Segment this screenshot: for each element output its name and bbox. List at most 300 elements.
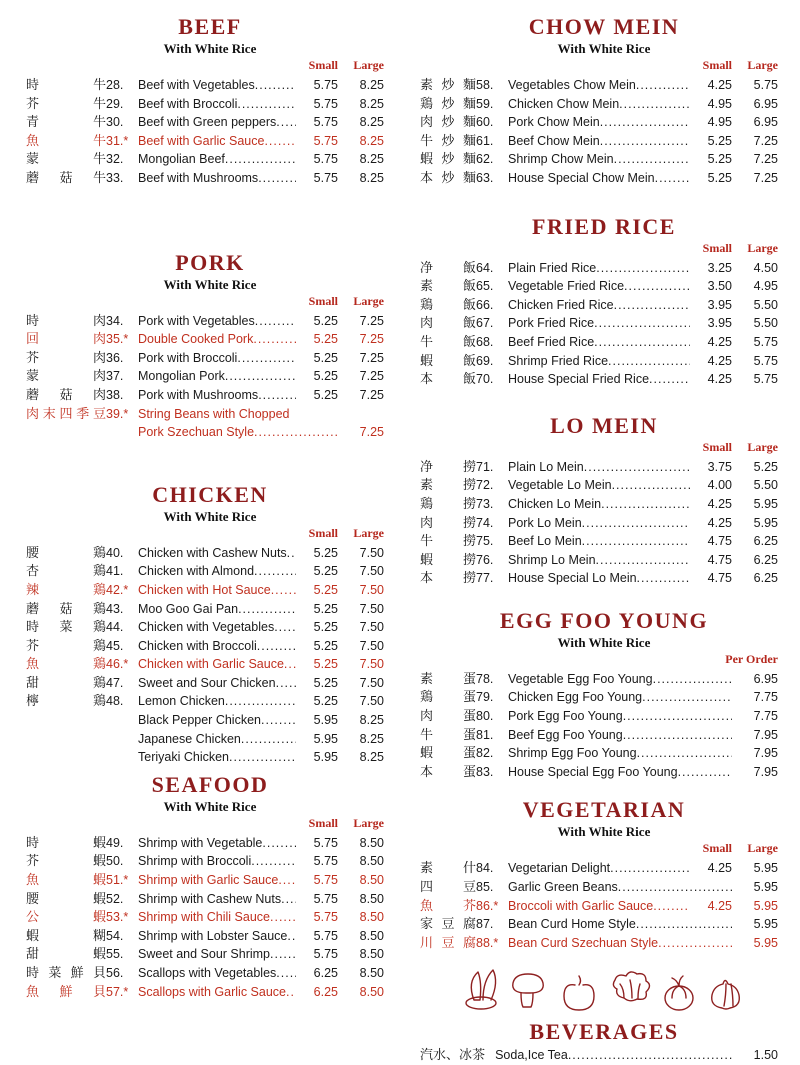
item-price-large: 5.25 [753, 459, 778, 474]
section-subtitle: With White Rice [557, 824, 651, 840]
dotted-leader [608, 352, 690, 371]
menu-item-row [420, 76, 788, 95]
item-price-large: 7.95 [753, 764, 778, 779]
dotted-leader [600, 113, 690, 132]
item-name: Sweet and Sour Chicken [138, 675, 276, 690]
item-price-large: 7.50 [359, 675, 384, 690]
item-chinese-char: 辣 [26, 581, 40, 597]
item-name: Mongolian Beef [138, 152, 225, 167]
item-number: 65. [476, 279, 494, 294]
item-chinese [26, 581, 106, 600]
item-name: Chicken with Garlic Sauce [138, 657, 284, 672]
price-header: Small [308, 525, 338, 540]
menu-item-row [26, 367, 394, 386]
item-price-large: 8.50 [359, 928, 384, 943]
item-price-small: 4.25 [707, 861, 732, 876]
item-chinese-char: 肉 [420, 514, 434, 530]
item-chinese-char: 素 [420, 477, 434, 493]
item-chinese-char: 杏 [26, 563, 40, 579]
item-chinese-char: 檸 [26, 693, 40, 709]
item-price-small: 5.25 [313, 564, 338, 579]
item-chinese [420, 76, 476, 95]
item-chinese-char: 飯 [462, 315, 476, 331]
menu-item-row [420, 688, 788, 707]
menu-item-row [420, 569, 788, 588]
item-chinese-char: 芥 [26, 853, 40, 869]
item-chinese [420, 259, 476, 278]
menu-section [420, 608, 788, 782]
item-chinese [26, 871, 106, 890]
price-header: Large [747, 58, 778, 72]
item-chinese-char: 蝦 [420, 745, 434, 761]
item-chinese [420, 532, 476, 551]
item-chinese [420, 333, 476, 352]
item-price-large: 7.25 [753, 133, 778, 148]
menu-item-row [420, 132, 788, 151]
item-price-small: 5.95 [313, 713, 338, 728]
item-price-large: 7.95 [753, 746, 778, 761]
item-name: Pork with Mushrooms [138, 387, 259, 402]
item-name: Shrimp Egg Foo Young [508, 746, 637, 761]
menu-item-row [26, 95, 394, 114]
dotted-leader [264, 132, 296, 151]
item-chinese [26, 600, 106, 619]
item-chinese [26, 834, 106, 853]
item-number: 63. [476, 170, 494, 185]
item-price-small: 4.00 [707, 478, 732, 493]
item-name: Vegetable Lo Mein [508, 478, 612, 493]
item-chinese-char: 鶏 [420, 689, 434, 705]
item-chinese-char: 豆 [441, 934, 455, 950]
menu-item-row [26, 674, 394, 693]
menu-item-row [420, 277, 788, 296]
item-chinese [26, 618, 106, 637]
menu-item-row [420, 934, 788, 953]
item-name: Beef with Green peppers [138, 115, 277, 130]
item-name: Vegetarian Delight [508, 861, 611, 876]
item-price-large: 8.50 [359, 854, 384, 869]
item-number: 43. [106, 601, 124, 616]
price-header: Small [308, 293, 338, 308]
item-price-large: 7.50 [359, 638, 384, 653]
item-chinese-char: 蝦 [420, 352, 434, 368]
menu-item-row [26, 834, 394, 853]
menu-item-row [26, 983, 394, 1002]
item-price-small: 5.25 [313, 313, 338, 328]
item-number: 33. [106, 170, 124, 185]
item-chinese-char: 素 [420, 670, 434, 686]
item-chinese-char: 蝦 [92, 853, 106, 869]
item-number: 62. [476, 152, 494, 167]
item-chinese-char: 蝦 [26, 927, 40, 943]
dotted-leader [642, 688, 732, 707]
dotted-leader [649, 370, 690, 389]
item-price-large: 7.75 [753, 690, 778, 705]
item-price-large: 8.25 [359, 170, 384, 185]
item-name: Chicken with Hot Sauce [138, 582, 271, 597]
item-chinese-char: 季 [76, 405, 90, 421]
item-price-large: 7.50 [359, 694, 384, 709]
dotted-leader [636, 76, 690, 95]
item-price-small: 4.25 [707, 898, 732, 913]
item-price-large: 8.25 [359, 713, 384, 728]
item-number: 66. [476, 297, 494, 312]
item-name: Bean Curd Home Style [508, 917, 636, 932]
menu-item-row [26, 852, 394, 871]
item-number: 58. [476, 78, 494, 92]
price-headers [420, 652, 788, 667]
item-chinese-char: 撈 [462, 570, 476, 586]
item-price-large: 8.25 [359, 133, 384, 148]
item-chinese-char: 魚 [26, 656, 40, 672]
item-chinese-char: 本 [420, 763, 434, 779]
item-chinese-char: 水 [433, 1047, 447, 1063]
item-chinese-char: 貝 [92, 965, 106, 980]
item-chinese-char: 撈 [462, 477, 476, 493]
item-name: Vegetables Chow Mein [508, 78, 636, 92]
item-name: Shrimp Lo Mein [508, 552, 596, 567]
item-list [26, 834, 394, 1001]
dotted-leader [568, 1046, 732, 1065]
item-number: 52. [106, 891, 124, 906]
dotted-leader [284, 655, 296, 674]
item-chinese-char: 時 [26, 619, 40, 635]
item-number: 40. [106, 545, 124, 560]
item-name: Beef Lo Mein [508, 534, 582, 549]
item-chinese-char: 腐 [462, 916, 476, 932]
item-number: 64. [476, 260, 494, 275]
item-chinese-char: 鶏 [92, 600, 106, 616]
price-header: Per Order [725, 651, 778, 666]
item-name: Chicken with Cashew Nuts [138, 545, 287, 560]
item-chinese [26, 562, 106, 581]
item-number: 47. [106, 675, 124, 690]
menu-item-row [26, 945, 394, 964]
item-chinese [420, 707, 476, 726]
dotted-leader [618, 878, 732, 897]
item-chinese [26, 927, 106, 946]
item-chinese [420, 113, 476, 132]
item-number: 74. [476, 515, 494, 530]
menu-item-row [26, 890, 394, 909]
item-number: 49. [106, 835, 124, 850]
item-chinese-char: 汽 [420, 1047, 434, 1063]
price-headers [420, 841, 788, 856]
item-chinese-char: 鶏 [92, 581, 106, 597]
item-chinese-char: 鶏 [92, 637, 106, 653]
item-price-large: 6.95 [753, 96, 778, 111]
menu-column-left [26, 14, 394, 1065]
menu-item-row [420, 458, 788, 477]
item-chinese-char: 蛋 [462, 726, 476, 742]
dotted-leader [658, 934, 732, 953]
item-number: 51.* [106, 873, 129, 888]
menu-item-row [26, 748, 394, 767]
item-chinese [26, 113, 106, 132]
item-chinese [26, 330, 106, 349]
dotted-leader [610, 859, 690, 878]
dotted-leader [274, 618, 296, 637]
item-price-large: 6.25 [753, 552, 778, 567]
section-subtitle: With White Rice [557, 41, 651, 56]
item-chinese-char: 蒙 [26, 151, 40, 167]
item-chinese-char: 麵 [462, 95, 476, 111]
item-number: 48. [106, 694, 124, 709]
item-price-small: 3.95 [707, 316, 732, 331]
item-chinese-char: 麵 [462, 151, 476, 167]
menu-item-row [26, 423, 394, 442]
price-headers [420, 440, 788, 455]
item-chinese-char: 什 [462, 860, 476, 876]
menu-column-right [420, 14, 788, 1065]
item-price-small: 5.25 [313, 694, 338, 709]
item-name: Pork with Vegetables [138, 313, 255, 328]
item-price-small: 6.25 [313, 966, 338, 980]
item-name: Chicken with Vegetables [138, 620, 275, 635]
menu-item-row [420, 670, 788, 689]
item-chinese-char: 净 [420, 259, 434, 275]
item-price-large: 7.25 [359, 369, 384, 384]
dotted-leader [596, 551, 690, 570]
item-name: Soda,Ice Tea [495, 1048, 568, 1063]
dotted-leader [276, 113, 296, 132]
item-chinese [26, 367, 106, 386]
item-chinese-char: 腰 [26, 544, 40, 560]
item-chinese [26, 983, 106, 1002]
item-chinese [26, 76, 106, 95]
item-number: 30. [106, 115, 124, 130]
item-price-large: 8.25 [359, 731, 384, 746]
item-name: Pork Fried Rice [508, 316, 595, 331]
dotted-leader [612, 476, 690, 495]
item-name: Chicken Egg Foo Young [508, 690, 643, 705]
item-chinese [26, 544, 106, 563]
item-chinese-char: 甜 [26, 674, 40, 690]
menu-item-row [420, 150, 788, 169]
item-price-small: 5.25 [313, 369, 338, 384]
item-number: 72. [476, 478, 494, 493]
menu-section [420, 413, 788, 588]
price-headers [26, 58, 394, 73]
item-chinese-char: 蝦 [92, 834, 106, 850]
item-price-small: 5.25 [313, 582, 338, 597]
item-name: Moo Goo Gai Pan [138, 601, 239, 616]
item-chinese [26, 692, 106, 711]
section-title: BEEF [178, 14, 242, 39]
item-chinese-char: 牛 [420, 533, 434, 549]
menu-item-row [420, 113, 788, 132]
item-price-large: 5.75 [753, 372, 778, 387]
dotted-leader [276, 674, 296, 693]
item-price-small: 4.75 [707, 571, 732, 586]
item-name: Plain Fried Rice [508, 260, 597, 275]
item-chinese [420, 859, 476, 878]
menu-item-row [420, 314, 788, 333]
menu-item-row [26, 600, 394, 619]
item-number: 82. [476, 746, 494, 761]
dotted-leader [276, 964, 296, 983]
item-price-small: 5.75 [313, 115, 338, 130]
item-price-small: 4.75 [707, 552, 732, 567]
section-title: BEVERAGES [529, 1019, 679, 1045]
dotted-leader [637, 744, 732, 763]
item-price-small: 3.75 [707, 459, 732, 474]
item-chinese-char: 鶏 [92, 563, 106, 579]
item-chinese-char: 牛 [92, 95, 106, 111]
item-price-small: 5.75 [313, 873, 338, 888]
item-price-small: 5.75 [313, 170, 338, 185]
item-number: 85. [476, 880, 494, 895]
item-price-small: 3.50 [707, 279, 732, 294]
item-chinese-char: 肉 [92, 386, 106, 402]
item-price-large: 8.50 [359, 873, 384, 888]
item-chinese [420, 169, 476, 188]
item-number: 57.* [106, 984, 129, 999]
item-number: 32. [106, 152, 124, 167]
item-price-large: 8.25 [359, 78, 384, 92]
item-chinese-char: 魚 [26, 983, 40, 999]
item-chinese-char: 芥 [26, 349, 40, 365]
item-price-large: 8.50 [359, 910, 384, 925]
item-name: Shrimp with Broccoli [138, 854, 252, 869]
item-name: Chicken with Broccoli [138, 638, 257, 653]
item-chinese-char: 肉 [420, 315, 434, 331]
item-chinese-char: 牛 [420, 726, 434, 742]
menu-item-row [26, 132, 394, 151]
item-chinese [420, 132, 476, 151]
item-price-small: 4.95 [707, 115, 732, 130]
dotted-leader [619, 95, 690, 114]
item-number: 78. [476, 671, 494, 686]
menu-item-row [420, 1046, 788, 1065]
item-chinese-char: 牛 [92, 169, 106, 185]
item-price-small: 5.25 [707, 170, 732, 185]
item-price-large: 8.50 [359, 966, 384, 980]
item-price-small: 4.75 [707, 534, 732, 549]
item-chinese-char: 鶏 [92, 544, 106, 560]
dotted-leader [237, 95, 296, 114]
item-price-small: 5.25 [313, 332, 338, 347]
item-chinese-char: 公 [26, 909, 40, 925]
item-chinese-char: 素 [420, 860, 434, 876]
item-chinese-char: 豆 [92, 405, 106, 421]
item-chinese-char: 豆 [462, 879, 476, 895]
menu-item-row [420, 259, 788, 278]
item-chinese [420, 878, 476, 897]
item-chinese [26, 908, 106, 927]
menu-item-row [26, 113, 394, 132]
dotted-leader [623, 707, 732, 726]
item-price-large: 7.50 [359, 582, 384, 597]
item-chinese-char: 牛 [92, 151, 106, 167]
item-price-small: 4.25 [707, 372, 732, 387]
item-price-small: 3.95 [707, 297, 732, 312]
dotted-leader [258, 386, 296, 405]
item-price-small: 5.75 [313, 854, 338, 869]
item-price-small: 4.25 [707, 515, 732, 530]
menu-item-row [26, 386, 394, 405]
item-price-large: 7.25 [359, 425, 384, 440]
item-chinese-char: 蝦 [92, 909, 106, 925]
item-chinese-char: 牛 [420, 132, 434, 148]
item-number: 36. [106, 350, 124, 365]
item-number: 84. [476, 861, 494, 876]
item-name: Black Pepper Chicken [138, 713, 261, 728]
section-title: CHOW MEIN [528, 14, 680, 39]
item-chinese [420, 726, 476, 745]
item-price-large: 6.25 [753, 571, 778, 586]
item-list [420, 859, 788, 952]
item-chinese [26, 132, 106, 151]
item-chinese-char: 時 [26, 77, 40, 92]
item-number: 75. [476, 534, 494, 549]
item-chinese-char: 豆 [441, 916, 455, 932]
item-chinese-char: 蘑 [26, 386, 40, 402]
item-chinese-char: 炒 [441, 95, 455, 111]
item-chinese-char: 飯 [462, 259, 476, 275]
item-chinese-char: 麵 [462, 114, 476, 130]
item-chinese [420, 569, 476, 588]
menu-item-row [26, 581, 394, 600]
item-name: Shrimp Chow Mein [508, 152, 614, 167]
item-chinese-char: 菇 [59, 169, 73, 185]
item-chinese-char: 回 [26, 331, 40, 347]
item-name: House Special Lo Mein [508, 571, 637, 586]
menu-item-row [26, 544, 394, 563]
item-price-large: 7.95 [753, 727, 778, 742]
item-price-small: 5.25 [313, 657, 338, 672]
item-chinese [420, 296, 476, 315]
item-chinese-char: 魚 [420, 897, 434, 913]
item-name: Shrimp with Cashew Nuts [138, 891, 282, 906]
item-price-large: 5.75 [753, 353, 778, 368]
item-price-large: 6.95 [753, 115, 778, 130]
item-name: Vegetable Fried Rice [508, 279, 625, 294]
price-headers [26, 294, 394, 309]
item-name: Lemon Chicken [138, 694, 225, 709]
item-chinese [420, 352, 476, 371]
menu-section [26, 250, 394, 442]
dotted-leader [582, 532, 690, 551]
item-price-large: 5.75 [753, 78, 778, 92]
item-name: Shrimp with Chili Sauce [138, 910, 270, 925]
item-chinese-char: 本 [420, 371, 434, 387]
item-number: 38. [106, 387, 124, 402]
item-chinese [420, 458, 476, 477]
item-chinese-char: 炒 [441, 114, 455, 130]
item-number: 34. [106, 313, 124, 328]
item-price-large: 5.95 [753, 515, 778, 530]
item-chinese-char: 芥 [26, 95, 40, 111]
item-name: Beef with Garlic Sauce [138, 133, 265, 148]
item-chinese-char: 鶏 [92, 619, 106, 635]
item-chinese-char: 炒 [441, 169, 455, 185]
item-price-small: 5.25 [313, 350, 338, 365]
item-chinese-char: 魚 [26, 132, 40, 148]
item-number: 73. [476, 496, 494, 511]
item-price-large: 7.50 [359, 545, 384, 560]
item-chinese-char: 撈 [462, 514, 476, 530]
item-name: Broccoli with Garlic Sauce [508, 898, 654, 913]
item-price-small: 5.75 [313, 891, 338, 906]
menu-section [420, 797, 788, 952]
item-list [420, 1046, 788, 1065]
item-number: 31.* [106, 133, 129, 148]
item-price-large: 7.25 [359, 313, 384, 328]
menu-item-row [420, 744, 788, 763]
item-name: Double Cooked Pork [138, 332, 254, 347]
item-chinese-char: 冰 [459, 1047, 473, 1063]
